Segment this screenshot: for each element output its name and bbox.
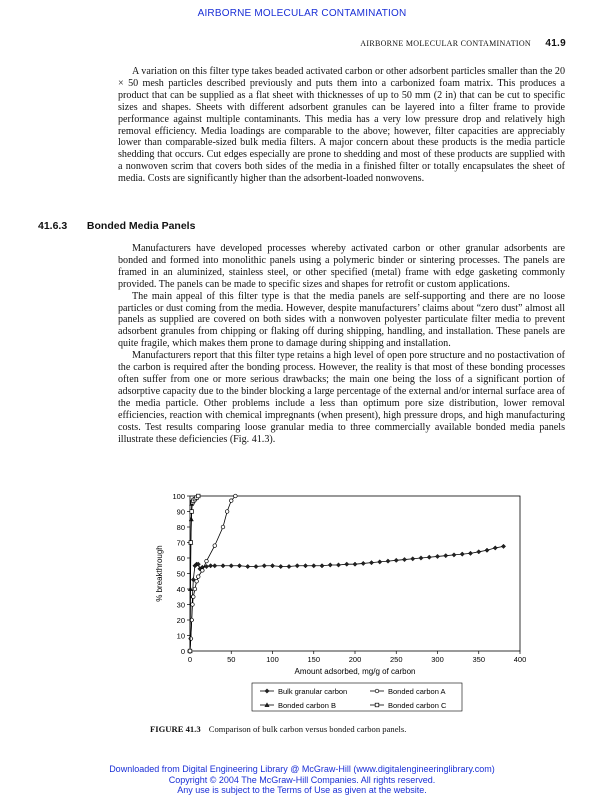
y-tick-label: 70 <box>176 538 185 548</box>
y-tick-label: 80 <box>176 522 185 532</box>
data-point <box>435 554 439 558</box>
running-head-title: AIRBORNE MOLECULAR CONTAMINATION <box>360 39 532 48</box>
running-head <box>360 38 566 49</box>
data-point <box>246 564 250 568</box>
footer-download-line: Downloaded from Digital Engineering Library @ McGraw-Hill (www.digitalengineeringlibrary.com) <box>109 764 495 774</box>
legend-marker <box>375 703 379 707</box>
x-tick-label: 300 <box>431 655 444 664</box>
legend-item <box>260 701 336 710</box>
section-heading <box>38 220 195 232</box>
data-point <box>394 558 398 562</box>
footer-terms-line: Any use is subject to the Terms of Use as given at the website. <box>177 785 427 796</box>
section-text-block <box>118 243 565 445</box>
section-number: 41.6.3 <box>38 220 68 232</box>
legend-item <box>260 687 347 696</box>
breakthrough-chart <box>150 488 530 718</box>
data-point <box>208 564 212 568</box>
y-tick-label: 30 <box>176 600 185 610</box>
data-point <box>229 564 233 568</box>
data-point <box>201 569 205 573</box>
section-title: Bonded Media Panels <box>86 220 196 232</box>
y-tick-label: 40 <box>176 584 185 594</box>
figure-chart <box>150 488 530 718</box>
page-number: 41.9 <box>545 38 566 49</box>
data-point <box>303 564 307 568</box>
x-tick-label: 50 <box>227 655 236 664</box>
data-point <box>468 551 472 555</box>
section-paragraph: Manufacturers report that this filter type retains a high level of open pore structure and no postactivation of the carbon is required after the bonding process. However, the reality is that most of these bonding processes often suffer from one or more serious drawbacks; the main one being the loss of a significant portion of adsorptive capacity due to the binder blocking a large percentage of the external and/or internal surface area of the media particle. Other problems include a less than optimum pore size distribution, lower removal efficiencies, reaction with chemical impregnants (when present), high pressure drops, and high manufacturing costs. Test results comparing loose granular media to three commercially available bonded media panels illustrate these deficiencies (Fig. 41.3). <box>118 350 565 445</box>
banner-title: AIRBORNE MOLECULAR CONTAMINATION <box>197 8 407 19</box>
data-point <box>221 564 225 568</box>
y-tick-label: 0 <box>180 646 185 656</box>
intro-paragraph: A variation on this filter type takes beaded activated carbon or other adsorbent particles smaller than the 20 × 50 mesh particles described previously and puts them into a carbonized foam matrix. This produces a product that can be supplied as a flat sheet with thicknesses of up to 50 mm (2 in) that can be cut to specific sizes and shapes. Sheets with different adsorbent granules can be layered into a filter frame to provide performance against multiple contaminants. This media has a very low pressure drop and relatively high removal efficiency. Media loadings are comparable to the above; however, filter capacities are appreciably lower than comparable-sized bulk media filters. A major concern about these products is the media particle shedding that occurs. Cut edges especially are prone to shedding and most of these products are supplied with a nonwoven scrim that covers both sides of the media in a finished filter or totally encapsulates the sheet of media. Costs are significantly higher than the adsorbent-loaded nonwovens. <box>118 66 565 185</box>
x-tick-label: 100 <box>266 655 279 664</box>
footer-copyright-line: Copyright © 2004 The McGraw-Hill Companies. All rights reserved. <box>168 774 436 785</box>
section-paragraph: Manufacturers have developed processes whereby activated carbon or other granular adsorbents are bonded and formed into monolithic panels using a polymeric binder or sintering processes. The panels are framed in an aluminized, stainless steel, or other specified (metal) frame with edge gasketing commonly provided. The panels can be made to specific sizes and shapes for retrofit or custom applications. <box>118 243 565 290</box>
legend-label: Bonded carbon A <box>388 686 446 696</box>
figure-caption-text: Comparison of bulk carbon versus bonded carbon panels. <box>208 724 407 734</box>
x-tick-label: 250 <box>389 655 403 664</box>
data-point <box>213 564 217 568</box>
x-tick-label: 0 <box>187 655 193 664</box>
data-point <box>312 564 316 568</box>
legend-label: Bonded carbon C <box>388 700 447 710</box>
legend-item <box>370 701 447 710</box>
intro-text-block <box>118 66 565 185</box>
data-point <box>336 563 340 567</box>
data-point <box>213 544 217 548</box>
data-point <box>460 552 464 556</box>
data-point <box>295 564 299 568</box>
data-point <box>193 587 197 591</box>
data-point <box>427 555 431 559</box>
series-line <box>190 496 235 651</box>
legend-marker <box>375 689 379 693</box>
data-point <box>320 564 324 568</box>
data-point <box>188 649 192 653</box>
data-point <box>345 562 349 566</box>
data-point <box>196 494 200 498</box>
legend-marker <box>265 689 269 693</box>
data-point <box>270 564 274 568</box>
y-axis-label: % breakthrough <box>155 545 164 602</box>
plot-frame <box>190 496 520 651</box>
footer <box>0 764 604 796</box>
data-point <box>234 494 238 498</box>
y-tick-label: 60 <box>176 553 185 563</box>
data-point <box>287 564 291 568</box>
data-point <box>444 553 448 557</box>
data-point <box>189 637 193 641</box>
y-tick-label: 20 <box>176 615 185 625</box>
data-point <box>493 546 497 550</box>
data-point <box>191 603 195 607</box>
data-point <box>411 557 415 561</box>
data-point <box>485 548 489 552</box>
data-point <box>221 525 225 529</box>
data-point <box>386 559 390 563</box>
x-tick-label: 400 <box>513 655 527 664</box>
legend-label: Bonded carbon B <box>278 700 336 710</box>
section-paragraph: The main appeal of this filter type is that the media panels are self-supporting and there are no loose particles or dust coming from the media. However, despite manufacturers’ claims about “zero dust” almost all panels as supplied are covered on both sides with a nonwoven polyester particulate filter media to prevent adsorbent granules from chipping or flaking off during shipping, handling, and installation. These panels are quite fragile, which makes them prone to damage during shipping and installation. <box>118 290 565 350</box>
y-tick-label: 100 <box>172 491 185 501</box>
data-point <box>189 541 193 545</box>
figure-label: FIGURE 41.3 <box>150 724 201 734</box>
data-point <box>378 560 382 564</box>
y-tick-label: 90 <box>176 507 185 517</box>
data-point <box>419 556 423 560</box>
legend-item <box>370 687 446 696</box>
series-bonded-carbon-a <box>188 494 237 653</box>
x-tick-label: 150 <box>307 655 321 664</box>
data-point <box>205 559 209 563</box>
chart-legend <box>252 683 462 711</box>
series-bulk-granular-carbon <box>188 544 506 653</box>
x-axis-label: Amount adsorbed, mg/g of carbon <box>294 667 416 676</box>
data-point <box>225 510 229 514</box>
data-point <box>402 557 406 561</box>
legend-label: Bulk granular carbon <box>278 686 348 696</box>
x-tick-label: 200 <box>348 655 362 664</box>
y-tick-label: 10 <box>176 631 185 641</box>
chart-series <box>188 494 506 653</box>
data-point <box>229 499 233 503</box>
data-point <box>195 579 199 583</box>
data-point <box>452 553 456 557</box>
data-point <box>262 564 266 568</box>
data-point <box>353 562 357 566</box>
data-point <box>196 575 200 579</box>
data-point <box>254 564 258 568</box>
data-point <box>477 550 481 554</box>
data-point <box>237 564 241 568</box>
data-point <box>361 561 365 565</box>
data-point <box>369 560 373 564</box>
figure-caption <box>150 724 406 734</box>
data-point <box>328 563 332 567</box>
data-point <box>190 510 194 514</box>
y-tick-label: 50 <box>176 569 185 579</box>
data-point <box>192 595 196 599</box>
data-point <box>279 564 283 568</box>
x-tick-label: 350 <box>472 655 486 664</box>
data-point <box>501 544 505 548</box>
